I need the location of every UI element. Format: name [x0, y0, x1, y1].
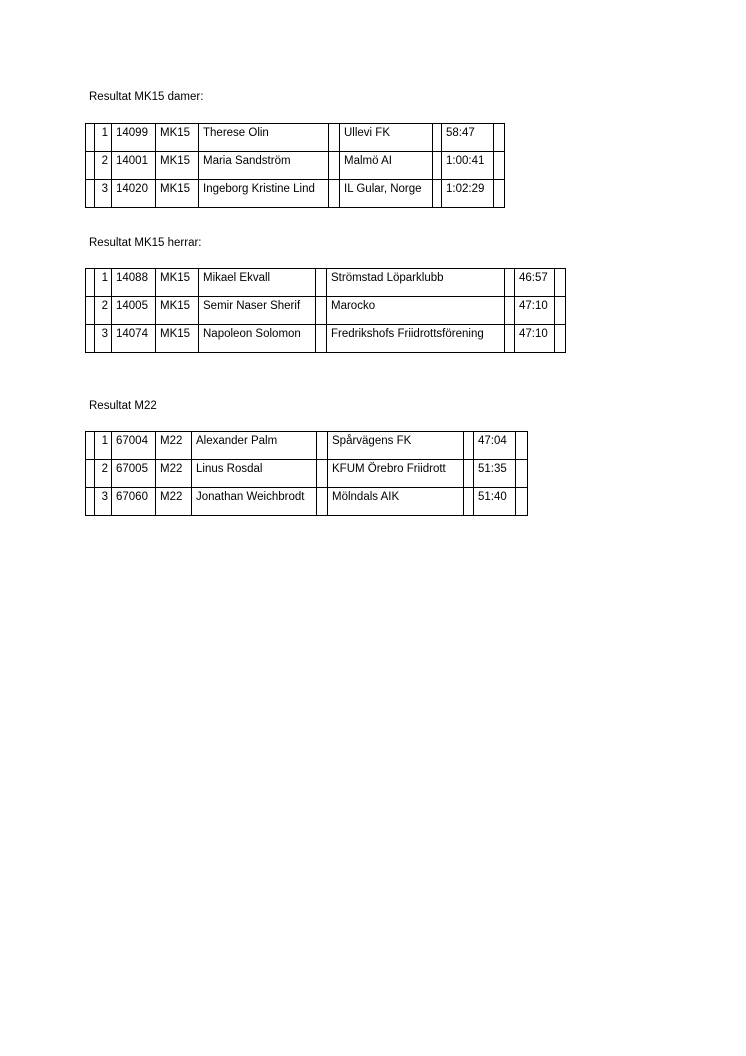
- table-row: [86, 180, 505, 208]
- name-cell: Maria Sandström: [199, 152, 329, 180]
- place-cell: 1: [95, 432, 112, 460]
- time-cell: 58:47: [442, 124, 494, 152]
- place-cell: 2: [95, 460, 112, 488]
- results-table-mk15-herrar: [85, 268, 566, 353]
- place-cell: 1: [95, 269, 112, 297]
- place-cell: 3: [95, 325, 112, 353]
- row-gutter: [86, 297, 95, 325]
- club-cell: Malmö AI: [340, 152, 433, 180]
- bib-cell: 14074: [112, 325, 156, 353]
- time-cell: 47:10: [515, 325, 555, 353]
- club-cell: Marocko: [327, 297, 505, 325]
- name-cell: Jonathan Weichbrodt: [192, 488, 317, 516]
- cell-gap: [316, 325, 327, 353]
- club-cell: Fredrikshofs Friidrottsförening: [327, 325, 505, 353]
- time-cell: 47:10: [515, 297, 555, 325]
- row-gutter: [86, 269, 95, 297]
- cell-gap: [464, 432, 474, 460]
- class-cell: MK15: [156, 325, 199, 353]
- bib-cell: 67005: [112, 460, 156, 488]
- club-cell: KFUM Örebro Friidrott: [328, 460, 464, 488]
- table-row: [86, 488, 528, 516]
- cell-gap: [555, 269, 566, 297]
- cell-gap: [464, 488, 474, 516]
- table-row: [86, 269, 566, 297]
- bib-cell: 14001: [112, 152, 156, 180]
- name-cell: Alexander Palm: [192, 432, 317, 460]
- cell-gap: [555, 297, 566, 325]
- table-row: [86, 432, 528, 460]
- club-cell: IL Gular, Norge: [340, 180, 433, 208]
- cell-gap: [316, 269, 327, 297]
- cell-gap: [329, 124, 340, 152]
- cell-gap: [516, 432, 528, 460]
- class-cell: MK15: [156, 180, 199, 208]
- time-cell: 51:40: [474, 488, 516, 516]
- class-cell: MK15: [156, 152, 199, 180]
- place-cell: 3: [95, 488, 112, 516]
- row-gutter: [86, 432, 95, 460]
- cell-gap: [317, 432, 328, 460]
- section-heading-m22: Resultat M22: [89, 400, 157, 412]
- time-cell: 1:00:41: [442, 152, 494, 180]
- bib-cell: 67004: [112, 432, 156, 460]
- name-cell: Linus Rosdal: [192, 460, 317, 488]
- cell-gap: [464, 460, 474, 488]
- time-cell: 46:57: [515, 269, 555, 297]
- class-cell: M22: [156, 432, 192, 460]
- place-cell: 2: [95, 297, 112, 325]
- results-table-mk15-damer: [85, 123, 505, 208]
- bib-cell: 14020: [112, 180, 156, 208]
- cell-gap: [433, 152, 442, 180]
- name-cell: Ingeborg Kristine Lind: [199, 180, 329, 208]
- table-row: [86, 297, 566, 325]
- row-gutter: [86, 460, 95, 488]
- cell-gap: [555, 325, 566, 353]
- class-cell: MK15: [156, 124, 199, 152]
- club-cell: Strömstad Löparklubb: [327, 269, 505, 297]
- club-cell: Ullevi FK: [340, 124, 433, 152]
- cell-gap: [317, 488, 328, 516]
- club-cell: Mölndals AIK: [328, 488, 464, 516]
- bib-cell: 14099: [112, 124, 156, 152]
- table-row: [86, 460, 528, 488]
- table-row: [86, 152, 505, 180]
- time-cell: 51:35: [474, 460, 516, 488]
- cell-gap: [329, 152, 340, 180]
- name-cell: Napoleon Solomon: [199, 325, 316, 353]
- cell-gap: [317, 460, 328, 488]
- club-cell: Spårvägens FK: [328, 432, 464, 460]
- place-cell: 1: [95, 124, 112, 152]
- name-cell: Semir Naser Sherif: [199, 297, 316, 325]
- class-cell: M22: [156, 488, 192, 516]
- cell-gap: [329, 180, 340, 208]
- cell-gap: [505, 269, 515, 297]
- class-cell: MK15: [156, 269, 199, 297]
- class-cell: M22: [156, 460, 192, 488]
- place-cell: 2: [95, 152, 112, 180]
- cell-gap: [433, 124, 442, 152]
- time-cell: 47:04: [474, 432, 516, 460]
- name-cell: Therese Olin: [199, 124, 329, 152]
- cell-gap: [516, 460, 528, 488]
- place-cell: 3: [95, 180, 112, 208]
- row-gutter: [86, 180, 95, 208]
- cell-gap: [494, 180, 505, 208]
- cell-gap: [505, 325, 515, 353]
- row-gutter: [86, 124, 95, 152]
- cell-gap: [516, 488, 528, 516]
- table-row: [86, 124, 505, 152]
- cell-gap: [494, 152, 505, 180]
- time-cell: 1:02:29: [442, 180, 494, 208]
- cell-gap: [505, 297, 515, 325]
- row-gutter: [86, 152, 95, 180]
- section-heading-mk15-damer: Resultat MK15 damer:: [89, 91, 204, 103]
- section-heading-mk15-herrar: Resultat MK15 herrar:: [89, 237, 202, 249]
- bib-cell: 14088: [112, 269, 156, 297]
- cell-gap: [316, 297, 327, 325]
- bib-cell: 14005: [112, 297, 156, 325]
- class-cell: MK15: [156, 297, 199, 325]
- results-table-m22: [85, 431, 528, 516]
- cell-gap: [494, 124, 505, 152]
- bib-cell: 67060: [112, 488, 156, 516]
- row-gutter: [86, 488, 95, 516]
- cell-gap: [433, 180, 442, 208]
- table-row: [86, 325, 566, 353]
- name-cell: Mikael Ekvall: [199, 269, 316, 297]
- row-gutter: [86, 325, 95, 353]
